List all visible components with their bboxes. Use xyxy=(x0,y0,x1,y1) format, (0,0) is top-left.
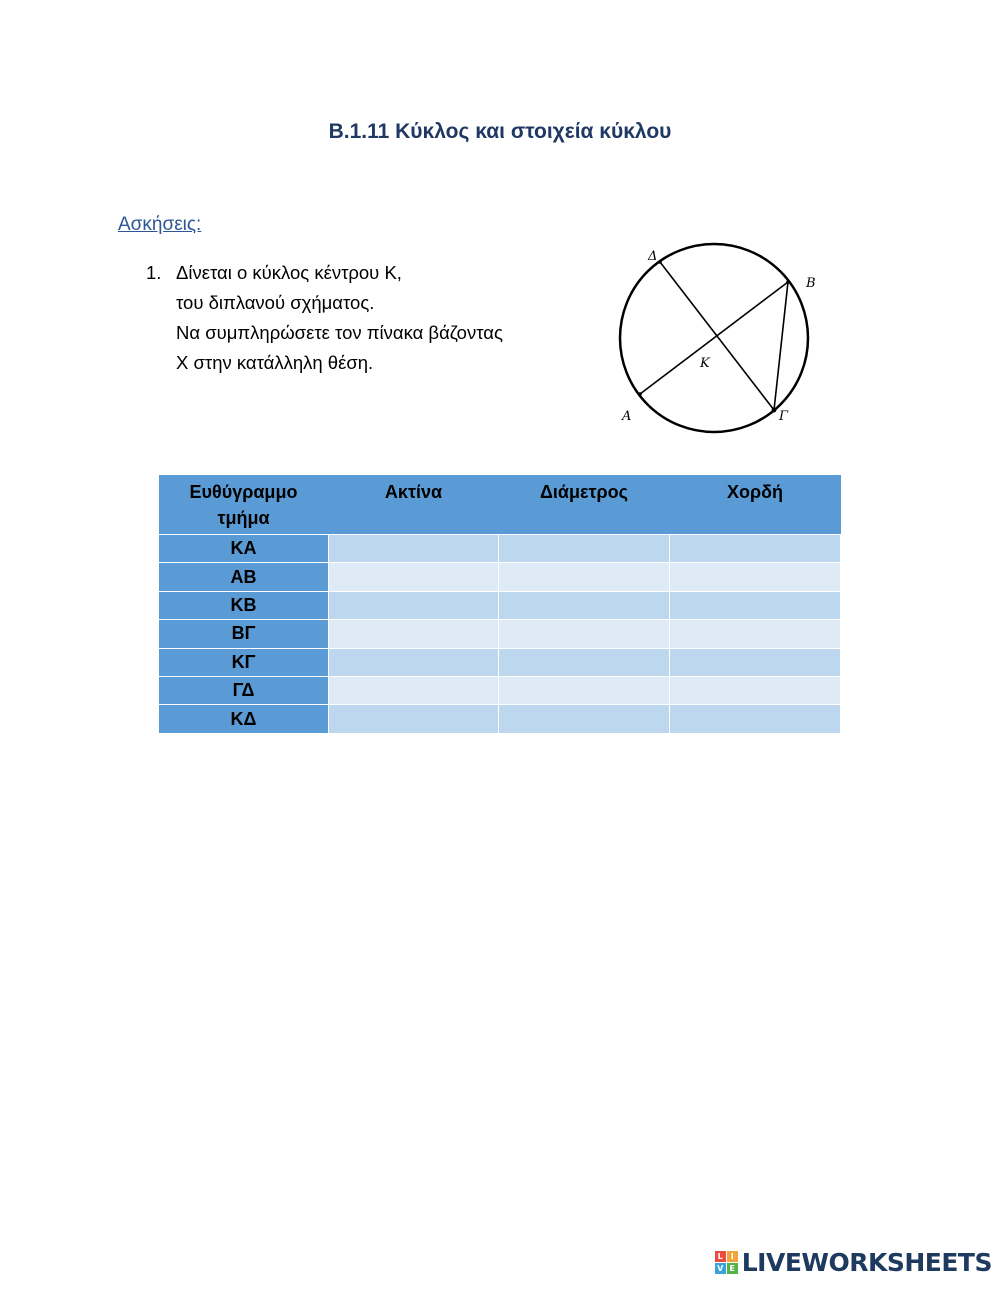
table-row xyxy=(159,705,841,733)
page-title: Β.1.11 Κύκλος και στοιχεία κύκλου xyxy=(328,120,672,143)
answer-cell-radius[interactable] xyxy=(329,648,499,676)
answer-cell-chord[interactable] xyxy=(670,676,841,704)
logo-letter-l: L xyxy=(715,1251,726,1262)
answer-cell-chord[interactable] xyxy=(670,535,841,563)
segment-label: ΑΒ xyxy=(159,563,329,591)
answer-cell-chord[interactable] xyxy=(670,648,841,676)
exercise-line: Να συμπληρώσετε τον πίνακα βάζοντας xyxy=(176,322,503,343)
segment-label: ΓΔ xyxy=(159,676,329,704)
header-radius: Ακτίνα xyxy=(329,475,499,535)
table-row xyxy=(159,591,841,619)
logo-letter-e: E xyxy=(727,1263,738,1274)
table-row xyxy=(159,535,841,563)
answer-cell-chord[interactable] xyxy=(670,591,841,619)
logo-mark-icon xyxy=(715,1251,738,1274)
table-row xyxy=(159,620,841,648)
answer-cell-diameter[interactable] xyxy=(499,705,670,733)
segment-label: ΒΓ xyxy=(159,620,329,648)
header-segment: Ευθύγραμμο τμήμα xyxy=(159,475,329,535)
answer-cell-chord[interactable] xyxy=(670,563,841,591)
segment-label: ΚΓ xyxy=(159,648,329,676)
header-diameter: Διάμετρος xyxy=(499,475,670,535)
label-D: Δ xyxy=(648,249,658,264)
section-label: Ασκήσεις: xyxy=(118,214,202,235)
answer-cell-diameter[interactable] xyxy=(499,563,670,591)
answer-cell-diameter[interactable] xyxy=(499,648,670,676)
answer-cell-diameter[interactable] xyxy=(499,535,670,563)
exercise-line: του διπλανού σχήματος. xyxy=(176,292,375,313)
brand-name: LIVEWORKSHEETS xyxy=(741,1248,992,1277)
table-row xyxy=(159,648,841,676)
answer-cell-diameter[interactable] xyxy=(499,620,670,648)
exercise-text xyxy=(176,258,503,378)
answer-cell-diameter[interactable] xyxy=(499,676,670,704)
label-B: B xyxy=(806,276,816,291)
segment-label: ΚΔ xyxy=(159,705,329,733)
exercise-line: Δίνεται ο κύκλος κέντρου Κ, xyxy=(176,262,402,283)
segment-AB xyxy=(640,282,788,394)
logo-letter-v: V xyxy=(715,1263,726,1274)
answer-cell-radius[interactable] xyxy=(329,535,499,563)
table-row xyxy=(159,563,841,591)
segment-DG xyxy=(660,262,774,410)
label-G: Γ xyxy=(779,409,789,424)
liveworksheets-logo xyxy=(715,1248,992,1277)
answer-cell-radius[interactable] xyxy=(329,591,499,619)
header-chord: Χορδή xyxy=(670,475,841,535)
answer-cell-diameter[interactable] xyxy=(499,591,670,619)
segment-label: ΚΒ xyxy=(159,591,329,619)
point-G xyxy=(772,408,777,413)
label-K: K xyxy=(700,356,710,371)
segment-label: ΚΑ xyxy=(159,535,329,563)
logo-letter-i: I xyxy=(727,1251,738,1262)
answer-cell-radius[interactable] xyxy=(329,563,499,591)
answer-cell-radius[interactable] xyxy=(329,620,499,648)
exercise-line: Χ στην κατάλληλη θέση. xyxy=(176,352,374,373)
table-header-row xyxy=(159,475,841,535)
point-D xyxy=(658,260,662,264)
table-row xyxy=(159,676,841,704)
answer-cell-chord[interactable] xyxy=(670,705,841,733)
circle-figure xyxy=(612,240,822,440)
point-A xyxy=(638,392,642,396)
answer-cell-chord[interactable] xyxy=(670,620,841,648)
segment-BG xyxy=(774,282,788,410)
classification-table xyxy=(158,475,841,734)
answer-cell-radius[interactable] xyxy=(329,676,499,704)
point-B xyxy=(786,280,790,284)
exercise-number: 1. xyxy=(146,262,162,283)
label-A: A xyxy=(622,409,632,424)
answer-cell-radius[interactable] xyxy=(329,705,499,733)
exercise-1 xyxy=(146,258,503,378)
